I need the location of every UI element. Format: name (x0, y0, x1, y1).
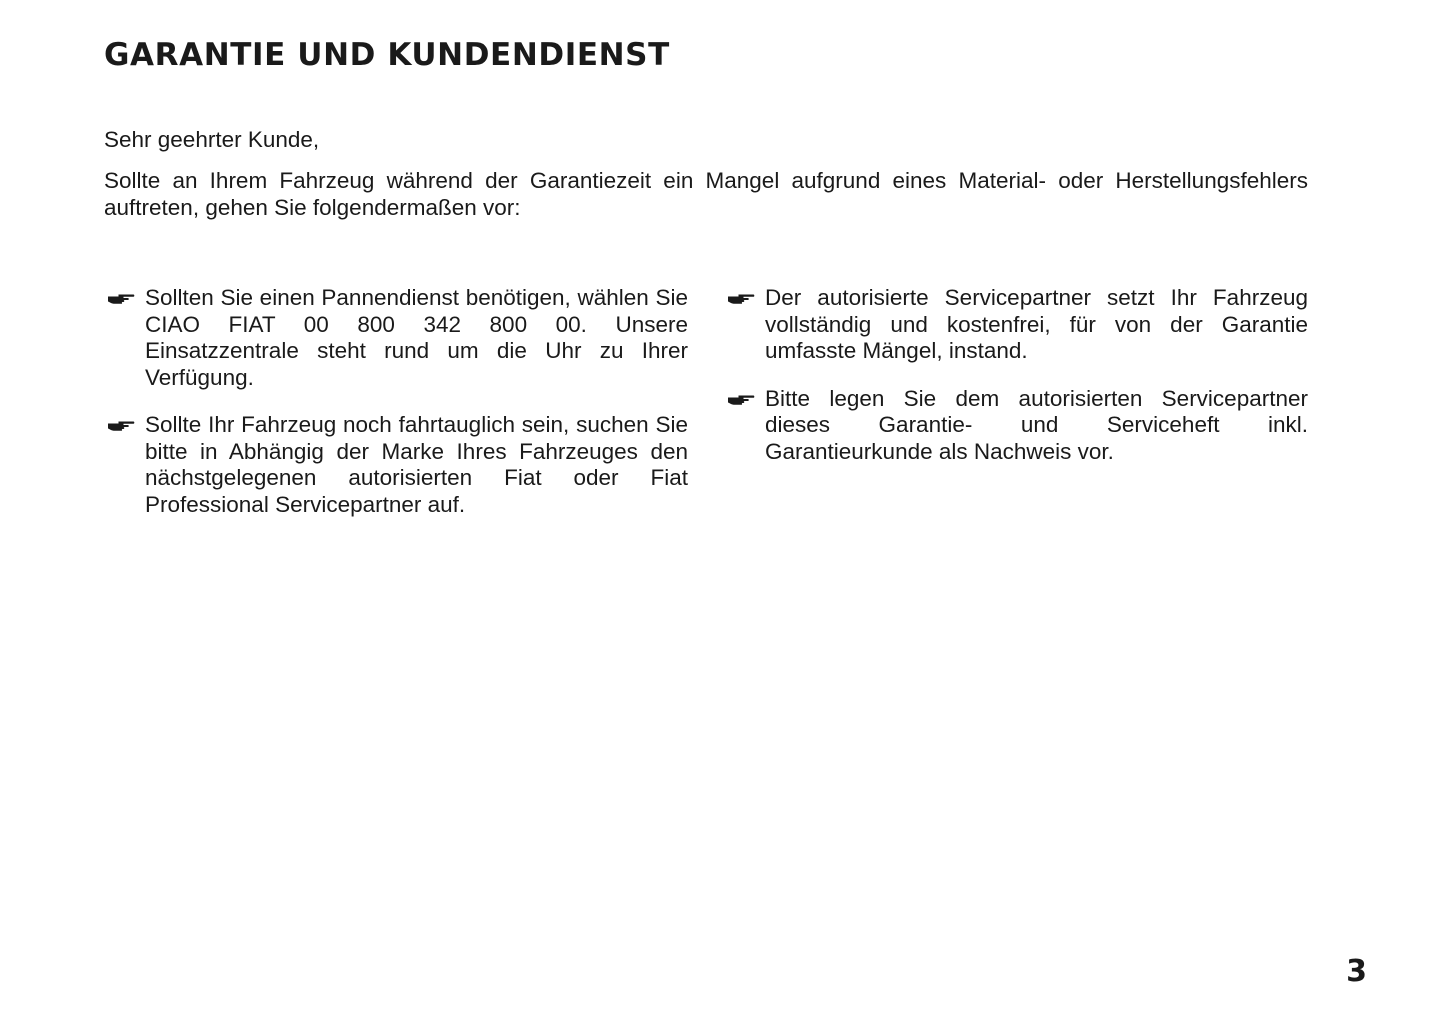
list-item (724, 285, 1308, 365)
page-title: GARANTIE UND KUNDENDIENST (104, 37, 670, 73)
pointing-hand-icon (727, 290, 755, 306)
list-item (104, 285, 688, 391)
left-column (104, 285, 688, 539)
list-item (104, 412, 688, 518)
pointing-hand-icon (727, 391, 755, 407)
list-item-text: Sollten Sie einen Pannendienst benötigen, wählen Sie CIAO FIAT 00 800 342 800 00. Unsere Einsatzzentrale steht rund um die Uhr zu Ihrer Verfügung. (145, 285, 688, 390)
page-number: 3 (1346, 954, 1367, 989)
list-item-text: Bitte legen Sie dem autorisierten Servicepartner dieses Garantie- und Serviceheft inkl. Garantieurkunde als Nachweis vor. (765, 385, 1308, 464)
list-item (724, 386, 1308, 466)
list-item-text: Der autorisierte Servicepartner setzt Ihr Fahrzeug vollständig und kostenfrei, für von der Garantie umfasste Mängel, instand. (765, 285, 1308, 363)
salutation: Sehr geehrter Kunde, (104, 127, 320, 152)
pointing-hand-icon (107, 417, 135, 433)
right-column (724, 285, 1308, 486)
pointing-hand-icon (107, 290, 135, 306)
list-item-text: Sollte Ihr Fahrzeug noch fahrtauglich sein, suchen Sie bitte in Abhängig der Marke Ihres Fahrzeuges den nächstgelegenen autorisierten Fiat oder Fiat Professional Servicepartner auf. (145, 412, 688, 517)
intro-paragraph: Sollte an Ihrem Fahrzeug während der Garantiezeit ein Mangel aufgrund eines Material- oder Herstellungsfehlers auftreten, gehen Sie folgendermaßen vor: (104, 168, 1308, 220)
